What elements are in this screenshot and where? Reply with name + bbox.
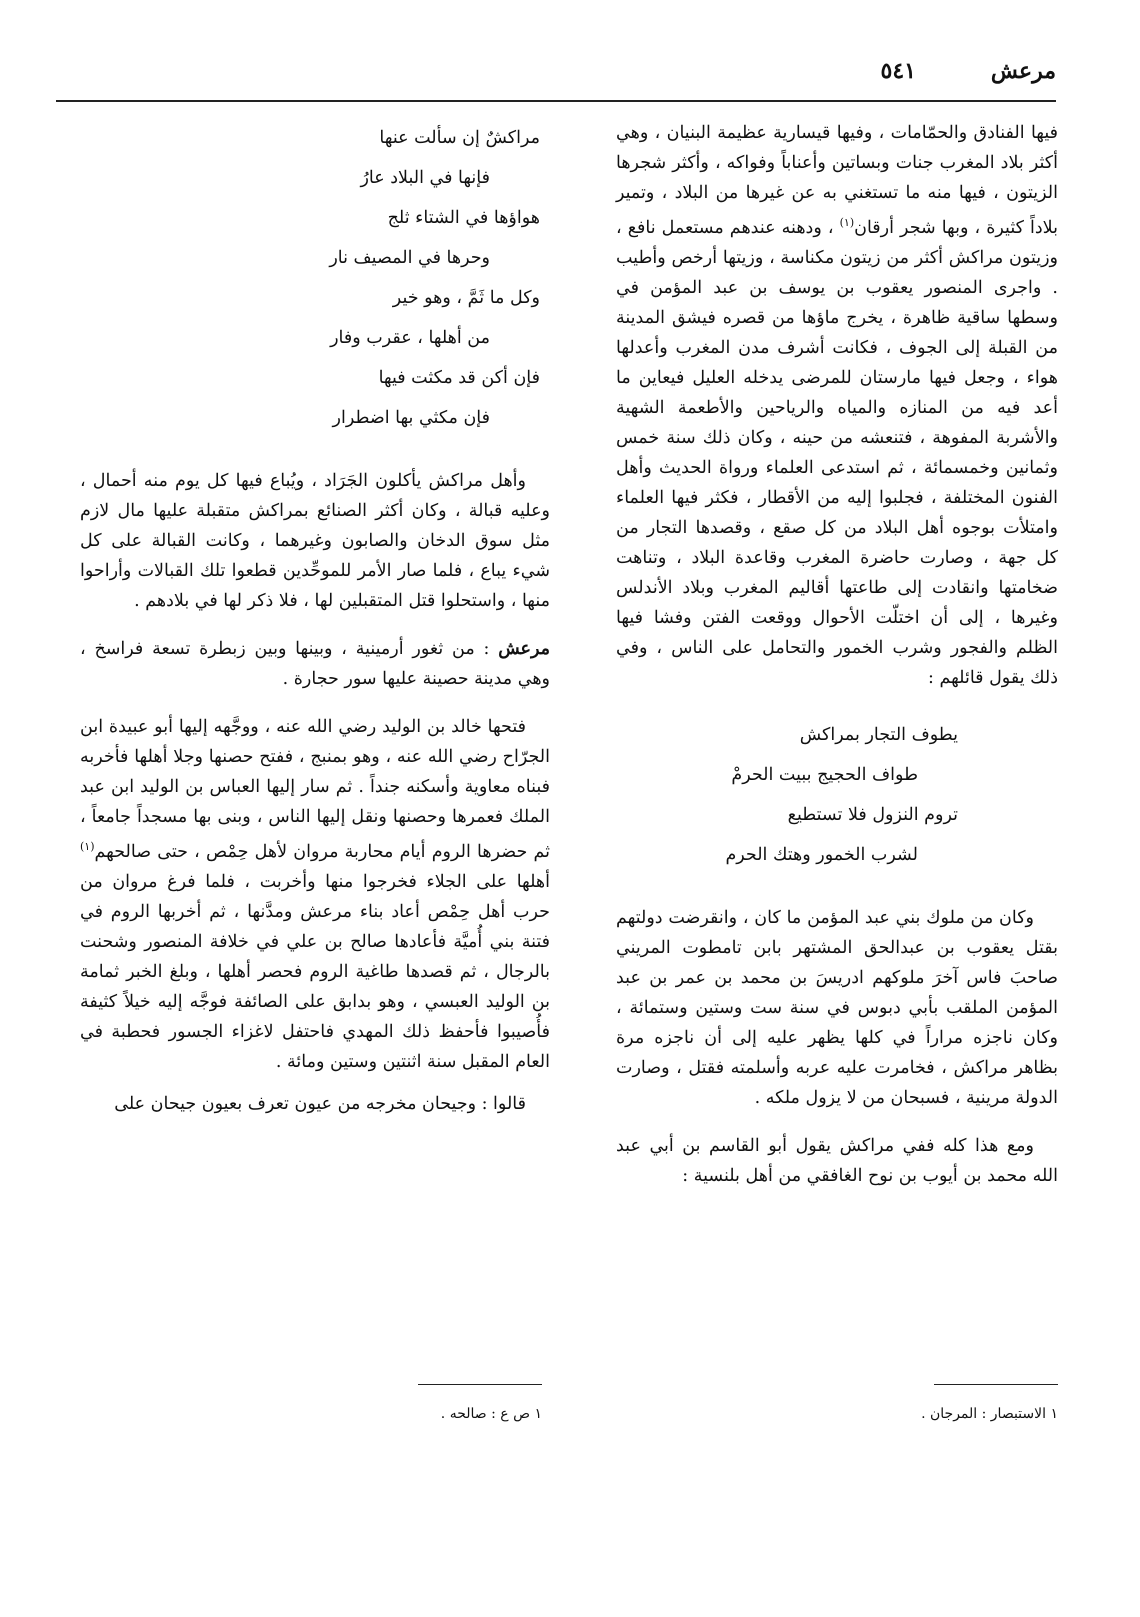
- paragraph-text: فيها الفنادق والحمّامات ، وفيها قيسارية عظيمة البنيان ، وهي أكثر بلاد المغرب جنات وبساتين وأعناباً وفواكه ، وأكثر شجرها الزيتون ، فيها منه ما تستغني به عن غيرها من البلاد ، وتمير بلاداً كثيرة ، وبها شجر أرقان: [616, 123, 1058, 238]
- verse-line: من أهلها ، عقرب وفار: [330, 328, 490, 348]
- footnote-ref: (١): [80, 840, 95, 853]
- left-column: [80, 118, 550, 1119]
- verse-line: فإن مكثي بها اضطرار: [332, 408, 490, 428]
- paragraph: وكان من ملوك بني عبد المؤمن ما كان ، وانقرضت دولتهم بقتل يعقوب بن عبدالحق المشتهر بابن تامطوت المريني صاحبَ فاس آخرَ ملوكهم ادريسَ بن محمد بن عمر بن عبد المؤمن الملقب بأبي دبوس في سنة ست وستين وستمائة ، وكان ناجزه مراراً في كلها يظهر عليه إلى أن ناجزه مرة بظاهر مراكش ، فخامرت عليه عربه وأسلمته فقتل ، وصارت الدولة مرينية ، فسبحان من لا يزول ملكه .: [616, 907, 1058, 1108]
- footnote-ref: (١): [839, 216, 855, 229]
- verse-line: طواف الحجيج ببيت الحرمْ: [731, 764, 918, 785]
- paragraph: ومع هذا كله ففي مراكش يقول أبو القاسم بن أبي عبد الله محمد بن أيوب بن نوح الغافقي من أهل بلنسية :: [616, 1135, 1058, 1186]
- verse-line: فإنها في البلاد عارُ: [360, 168, 490, 188]
- footnote-rule: [418, 1384, 542, 1385]
- paragraph: [80, 712, 550, 1077]
- right-column: [616, 118, 1058, 1191]
- verse-line: وكل ما ثَمَّ ، وهو خير: [392, 288, 540, 308]
- poem: [80, 118, 550, 438]
- entry-text: : من ثغور أرمينية ، وبينها وبين زبطرة تسعة فراسخ ، وهي مدينة حصينة عليها سور حجارة .: [80, 639, 550, 689]
- footnote-rule: [934, 1384, 1058, 1385]
- verse-line: تروم النزول فلا تستطيع: [787, 804, 958, 825]
- paragraph-text: فتحها خالد بن الوليد رضي الله عنه ، ووجَّهه إليها أبو عبيدة ابن الجرّاح رضي الله عنه ، وهو بمنبج ، ففتح حصنها وجلا أهلها فأخربه فبناه معاوية وأسكنه جنداً . ثم سار إليها العباس بن الوليد ابن عبد الملك فعمرها وحصنها ونقل إليها الناس ، وبنى بها مسجداً جامعاً ، ثم حضرها الروم أيام محاربة مروان لأهل حِمْص ، حتى صالحهم: [80, 717, 550, 862]
- running-title: مرعش: [990, 58, 1056, 84]
- verse-line: هواؤها في الشتاء ثلج: [387, 208, 540, 228]
- paragraph-text: ، ودهنه عندهم مستعمل نافع ، وزيتون مراكش أكثر من زيتون مكناسة ، وزيتها أرخص وأطيب . واجرى المنصور يعقوب بن يوسف بن عبد المؤمن في وسطها ساقية ظاهرة ، يخرج ماؤها من قصره فيشق المدينة من القبلة إلى الجوف ، فكانت أشرف مدن المغرب وأعدلها هواء ، وجعل فيها مارستان للمرضى يدخله العليل فيعاين ما أعد فيه من المنازه والمياه والرياحين والأطعمة الشهية والأشربة المفوهة ، فتنعشه من حينه ، وكان ذلك سنة خمس وثمانين وخمسمائة ، ثم استدعى العلماء ورواة الحديث وأهل الفنون المختلفة ، فجلبوا إليه من الأقطار ، فكثر فيها العلماء وامتلأت بوجوه أهل البلاد من كل صقع ، وقصدها التجار من كل جهة ، وصارت حاضرة المغرب وقاعدة البلاد ، وتناهت ضخامتها وانقادت إلى طاعتها أقاليم المغرب وبلاد الأندلس وغيرها ، إلى أن اختلّت الأحوال ووقعت الفتن وفشا فيها الظلم والفجور وشرب الخمور والتحامل على الناس ، وفي ذلك يقول قائلهم :: [616, 217, 1058, 688]
- verse-line: يطوف التجار بمراكش: [799, 724, 958, 745]
- verse-line: وحرها في المصيف نار: [329, 248, 490, 268]
- paragraph: وأهل مراكش يأكلون الجَرَاد ، ويُباع فيها كل يوم منه أحمال ، وعليه قبالة ، وكان أكثر الصنائع بمراكش متقبلة عليها مال لازم مثل سوق الدخان والصابون وغيرهما ، وكانت القبالة على كل شيء يباع ، فلما صار الأمر للموحِّدين قطعوا تلك القبالات وأراحوا منها ، واستحلوا قتل المتقبلين لها ، فلا ذكر لها في بلادهم .: [80, 471, 550, 611]
- verse-line: فإن أكن قد مكثت فيها: [378, 368, 540, 388]
- paragraph: قالوا : وجيحان مخرجه من عيون تعرف بعيون جيحان على: [114, 1093, 526, 1114]
- verse-line: مراكشٌ إن سألت عنها: [379, 128, 540, 148]
- footnote: ١ الاستبصار : المرجان .: [921, 1406, 1058, 1422]
- page-number: ٥٤١: [880, 58, 916, 84]
- footnote: ١ ص ع : صالحه .: [440, 1406, 542, 1422]
- poem: [616, 715, 1058, 875]
- paragraph: [616, 118, 1058, 693]
- dictionary-entry: [80, 634, 550, 694]
- header-rule: [56, 100, 1056, 102]
- verse-line: لشرب الخمور وهتك الحرم: [725, 844, 918, 865]
- paragraph-text: أهلها على الجلاء فخرجوا منها وأخربت ، فلما فرغ مروان من حرب أهل حِمْص أعاد بناء مرعش ومدَّنها ، ثم أخربها الروم في فتنة بني أُميَّة فأعادها صالح بن علي في خلافة المنصور وشحنت بالرجال ، ثم قصدها طاغية الروم فحصر أهلها ، وبلغ الخبر ثمامة بن الوليد العبسي ، وهو بدابق على الصائفة فوجَّه إليه خيلاً كثيفة فأُصيبوا فأحفظ ذلك المهدي فاحتفل لاغزاء الجسور فحطبة في العام المقبل سنة اثنتين وستين ومائة .: [80, 871, 550, 1072]
- entry-term: مرعش: [498, 639, 550, 659]
- page-header: [56, 58, 1056, 98]
